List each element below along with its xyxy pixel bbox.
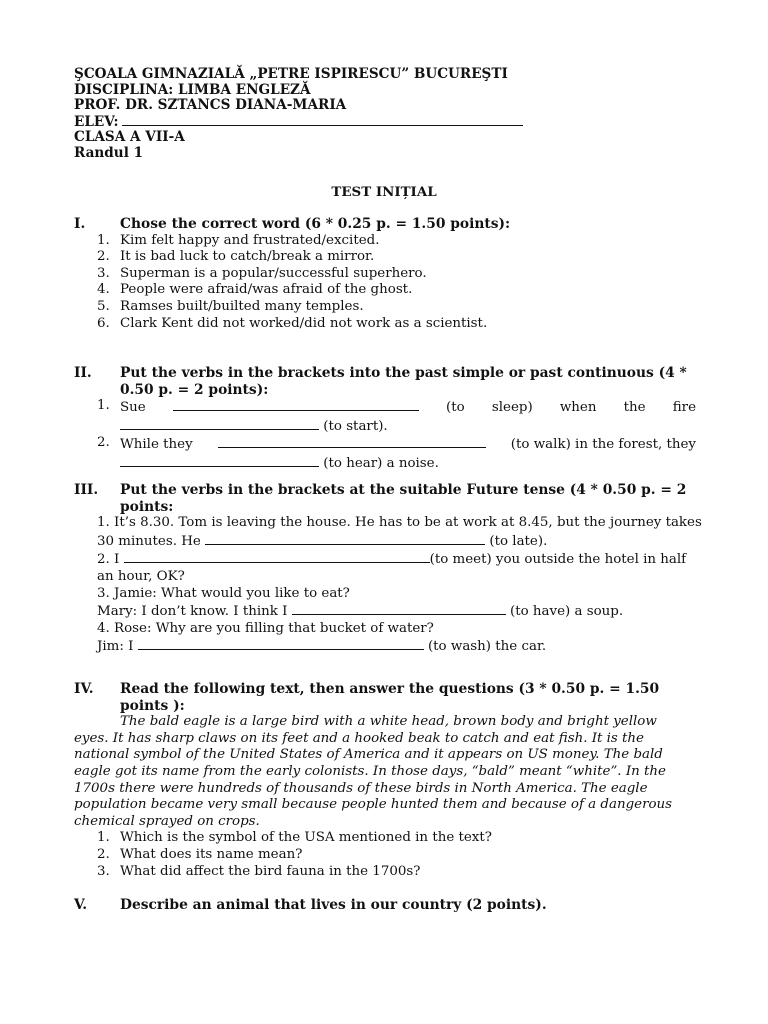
section-4-heading	[74, 681, 696, 714]
round-line: Randul 1	[74, 144, 144, 161]
discipline-line: DISCIPLINA: LIMBA ENGLEZĂ	[74, 81, 311, 98]
section-2	[74, 365, 696, 473]
test-title: TEST INIȚIAL	[331, 184, 437, 200]
class-line: CLASA A VII-A	[74, 129, 185, 146]
section-1-heading-text: Chose the correct word (6 * 0.25 p. = 1.50 points):	[120, 216, 511, 232]
section-2-list	[74, 398, 696, 472]
section-5-number: V.	[74, 897, 88, 913]
section-1-heading	[74, 216, 696, 233]
answer-blank[interactable]	[138, 637, 424, 650]
answer-blank[interactable]	[124, 550, 430, 563]
list-item: 4. People were afraid/was afraid of the ghost.	[97, 282, 413, 298]
section-2-number: II.	[74, 365, 92, 381]
section-2-heading-line-2: 0.50 p. = 2 points):	[120, 381, 269, 398]
list-item: 3. Superman is a popular/successful superhero.	[97, 265, 427, 281]
section-5-heading	[74, 897, 696, 914]
section-4-heading-line-2: points ):	[120, 697, 185, 714]
section-4-heading-line-1: Read the following text, then answer the questions (3 * 0.50 p. = 1.50	[120, 681, 660, 697]
section-3-number: III.	[74, 482, 99, 498]
section-3-heading	[74, 482, 696, 515]
section-3-heading-line-2: points:	[120, 498, 174, 515]
document-header	[74, 67, 714, 162]
list-item: 1. Which is the symbol of the USA mentioned in the text?	[97, 830, 492, 846]
section-3	[74, 482, 702, 656]
answer-blank[interactable]	[292, 602, 506, 615]
section-2-heading	[74, 365, 696, 398]
answer-blank[interactable]	[205, 532, 485, 545]
list-item: 5. Ramses built/builted many temples.	[97, 298, 364, 314]
school-name: ŞCOALA GIMNAZIALĂ „PETRE ISPIRESCU” BUCUREŞTI	[74, 66, 508, 82]
teacher-line: PROF. DR. SZTANCS DIANA-MARIA	[74, 97, 347, 114]
section-4-number: IV.	[74, 681, 94, 697]
list-item: 2. While they (to walk) in the forest, they (to hear) a noise.	[97, 435, 696, 471]
list-item: 6. Clark Kent did not worked/did not work as a scientist.	[97, 315, 488, 331]
answer-blank[interactable]	[173, 398, 419, 411]
section-3-heading-line-1: Put the verbs in the brackets at the suitable Future tense (4 * 0.50 p. = 2	[120, 482, 687, 498]
student-line	[74, 114, 714, 131]
list-item: 3. What did affect the bird fauna in the 1700s?	[97, 863, 421, 879]
section-1-number: I.	[74, 216, 86, 232]
answer-blank[interactable]	[120, 454, 319, 467]
section-4-questions	[74, 830, 696, 880]
student-name-blank	[122, 114, 523, 126]
list-item: 1. Kim felt happy and frustrated/excited.	[97, 232, 380, 248]
section-4	[74, 681, 696, 880]
section-3-body: 1. It’s 8.30. Tom is leaving the house. He has to be at work at 8.45, but the journey takes 30 minutes. He (to late). 2. I (to meet) you outside the hotel in half an hour, OK? 3. Jamie: What would you like to eat? Mary: I don’t know. I think I (to have) a soup. 4. Rose: Why are you filling that bucket of water? Jim: I (to wash) the car.	[97, 515, 702, 655]
answer-blank[interactable]	[120, 417, 319, 430]
section-1-list	[74, 233, 696, 333]
student-label: ELEV:	[74, 113, 119, 130]
list-item: 2. What does its name mean?	[97, 846, 303, 862]
answer-blank[interactable]	[218, 435, 486, 448]
section-5	[74, 897, 696, 914]
list-item: 1. Sue (to sleep) when the fire (to start).	[97, 398, 696, 434]
section-1	[74, 216, 696, 332]
reading-text: The bald eagle is a large bird with a white head, brown body and bright yellow eyes. It has sharp claws on its feet and a hooked beak to catch and eat fish. It is the national symbol of the United States of America and it appears on US money. The bald eagle got its name from the early colonists. In those days, “bald” meant “white”. In the 1700s there were hundreds of thousands of these birds in North America. The eagle population became very small because people hunted them and because of a dangerous chemical sprayed on crops.	[74, 714, 673, 829]
list-item: 2. It is bad luck to catch/break a mirror.	[97, 249, 375, 265]
section-2-heading-line-1: Put the verbs in the brackets into the past simple or past continuous (4 *	[120, 365, 687, 381]
section-5-heading-text: Describe an animal that lives in our country (2 points).	[120, 897, 547, 913]
